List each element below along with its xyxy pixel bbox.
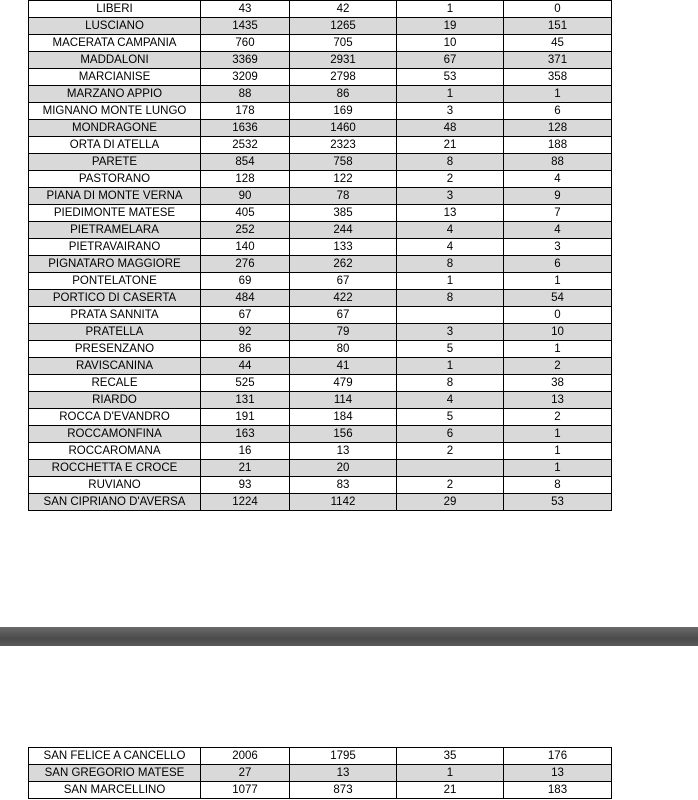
value-cell-3: 5 [397, 409, 504, 426]
table-row [29, 375, 612, 392]
table-row [29, 86, 612, 103]
value-cell-3: 29 [397, 494, 504, 511]
municipality-cell: PIETRAMELARA [29, 222, 201, 239]
table-row [29, 392, 612, 409]
municipality-cell: ROCCAROMANA [29, 443, 201, 460]
value-cell-1: 69 [201, 273, 290, 290]
value-cell-3: 1 [397, 358, 504, 375]
value-cell-3: 67 [397, 52, 504, 69]
value-cell-2: 67 [290, 307, 397, 324]
value-cell-3: 8 [397, 154, 504, 171]
table-row [29, 460, 612, 477]
municipality-cell: PRATELLA [29, 324, 201, 341]
municipality-cell: PASTORANO [29, 171, 201, 188]
municipality-cell: ORTA DI ATELLA [29, 137, 201, 154]
table-row [29, 341, 612, 358]
municipality-cell: SAN FELICE A CANCELLO [29, 748, 201, 765]
value-cell-1: 163 [201, 426, 290, 443]
value-cell-4: 9 [504, 188, 612, 205]
value-cell-3: 10 [397, 35, 504, 52]
value-cell-4: 54 [504, 290, 612, 307]
table-row [29, 443, 612, 460]
value-cell-4: 13 [504, 765, 612, 782]
value-cell-3: 2 [397, 171, 504, 188]
value-cell-4: 371 [504, 52, 612, 69]
value-cell-3: 13 [397, 205, 504, 222]
value-cell-3 [397, 460, 504, 477]
municipality-cell: RAVISCANINA [29, 358, 201, 375]
value-cell-4: 38 [504, 375, 612, 392]
value-cell-3: 3 [397, 188, 504, 205]
value-cell-2: 422 [290, 290, 397, 307]
value-cell-2: 479 [290, 375, 397, 392]
municipality-cell: LIBERI [29, 1, 201, 18]
table-body-bottom [29, 748, 612, 799]
table-row [29, 1, 612, 18]
value-cell-3: 53 [397, 69, 504, 86]
value-cell-2: 385 [290, 205, 397, 222]
municipality-cell: ROCCA D'EVANDRO [29, 409, 201, 426]
value-cell-2: 20 [290, 460, 397, 477]
table-row [29, 748, 612, 765]
value-cell-3: 3 [397, 103, 504, 120]
value-cell-4: 7 [504, 205, 612, 222]
municipality-cell: SAN MARCELLINO [29, 782, 201, 799]
municipality-cell: PIEDIMONTE MATESE [29, 205, 201, 222]
value-cell-1: 1435 [201, 18, 290, 35]
value-cell-1: 140 [201, 239, 290, 256]
value-cell-1: 276 [201, 256, 290, 273]
municipality-cell: PRATA SANNITA [29, 307, 201, 324]
value-cell-1: 252 [201, 222, 290, 239]
value-cell-4: 88 [504, 154, 612, 171]
table-row [29, 239, 612, 256]
table-row [29, 426, 612, 443]
municipality-cell: PIANA DI MONTE VERNA [29, 188, 201, 205]
municipality-cell: MIGNANO MONTE LUNGO [29, 103, 201, 120]
value-cell-4: 1 [504, 460, 612, 477]
value-cell-4: 1 [504, 341, 612, 358]
value-cell-2: 2798 [290, 69, 397, 86]
table-row [29, 765, 612, 782]
value-cell-3: 8 [397, 290, 504, 307]
value-cell-4: 6 [504, 103, 612, 120]
value-cell-2: 2323 [290, 137, 397, 154]
municipality-cell: MARCIANISE [29, 69, 201, 86]
value-cell-1: 1077 [201, 782, 290, 799]
municipality-cell: MACERATA CAMPANIA [29, 35, 201, 52]
value-cell-2: 83 [290, 477, 397, 494]
table-row [29, 409, 612, 426]
municipality-cell: PARETE [29, 154, 201, 171]
value-cell-1: 67 [201, 307, 290, 324]
municipality-cell: PRESENZANO [29, 341, 201, 358]
page-separator [0, 627, 698, 646]
value-cell-2: 1460 [290, 120, 397, 137]
value-cell-3: 4 [397, 392, 504, 409]
value-cell-2: 86 [290, 86, 397, 103]
value-cell-2: 2931 [290, 52, 397, 69]
value-cell-2: 1142 [290, 494, 397, 511]
municipality-cell: RECALE [29, 375, 201, 392]
value-cell-3: 19 [397, 18, 504, 35]
table-row [29, 307, 612, 324]
value-cell-4: 3 [504, 239, 612, 256]
table-row [29, 273, 612, 290]
value-cell-1: 21 [201, 460, 290, 477]
value-cell-1: 131 [201, 392, 290, 409]
value-cell-3: 1 [397, 765, 504, 782]
table-row [29, 256, 612, 273]
value-cell-3: 1 [397, 273, 504, 290]
value-cell-3: 3 [397, 324, 504, 341]
table-row [29, 290, 612, 307]
value-cell-1: 43 [201, 1, 290, 18]
value-cell-1: 760 [201, 35, 290, 52]
value-cell-3: 6 [397, 426, 504, 443]
value-cell-1: 128 [201, 171, 290, 188]
value-cell-2: 79 [290, 324, 397, 341]
value-cell-4: 6 [504, 256, 612, 273]
value-cell-1: 44 [201, 358, 290, 375]
municipality-cell: ROCCHETTA E CROCE [29, 460, 201, 477]
value-cell-1: 178 [201, 103, 290, 120]
value-cell-3: 1 [397, 1, 504, 18]
value-cell-4: 151 [504, 18, 612, 35]
value-cell-4: 0 [504, 1, 612, 18]
value-cell-3: 2 [397, 443, 504, 460]
value-cell-3: 35 [397, 748, 504, 765]
municipality-cell: RIARDO [29, 392, 201, 409]
value-cell-4: 4 [504, 222, 612, 239]
table-row [29, 137, 612, 154]
value-cell-3: 21 [397, 782, 504, 799]
value-cell-3: 2 [397, 477, 504, 494]
table-row [29, 494, 612, 511]
value-cell-4: 1 [504, 273, 612, 290]
value-cell-2: 169 [290, 103, 397, 120]
value-cell-4: 13 [504, 392, 612, 409]
value-cell-1: 93 [201, 477, 290, 494]
value-cell-1: 86 [201, 341, 290, 358]
value-cell-4: 53 [504, 494, 612, 511]
table-row [29, 358, 612, 375]
table-row [29, 154, 612, 171]
value-cell-2: 758 [290, 154, 397, 171]
value-cell-4: 358 [504, 69, 612, 86]
value-cell-2: 42 [290, 1, 397, 18]
value-cell-4: 188 [504, 137, 612, 154]
value-cell-1: 16 [201, 443, 290, 460]
value-cell-2: 244 [290, 222, 397, 239]
value-cell-2: 114 [290, 392, 397, 409]
table-row [29, 222, 612, 239]
value-cell-2: 705 [290, 35, 397, 52]
value-cell-2: 1265 [290, 18, 397, 35]
value-cell-2: 80 [290, 341, 397, 358]
table-row [29, 782, 612, 799]
value-cell-4: 128 [504, 120, 612, 137]
table-row [29, 35, 612, 52]
value-cell-2: 1795 [290, 748, 397, 765]
value-cell-2: 184 [290, 409, 397, 426]
value-cell-3: 4 [397, 222, 504, 239]
value-cell-4: 4 [504, 171, 612, 188]
municipality-cell: MARZANO APPIO [29, 86, 201, 103]
value-cell-3: 1 [397, 86, 504, 103]
value-cell-1: 191 [201, 409, 290, 426]
value-cell-4: 1 [504, 426, 612, 443]
municipality-cell: PORTICO DI CASERTA [29, 290, 201, 307]
value-cell-2: 133 [290, 239, 397, 256]
table-row [29, 205, 612, 222]
value-cell-1: 854 [201, 154, 290, 171]
value-cell-4: 183 [504, 782, 612, 799]
value-cell-1: 3369 [201, 52, 290, 69]
value-cell-2: 13 [290, 443, 397, 460]
value-cell-1: 1224 [201, 494, 290, 511]
value-cell-3: 8 [397, 375, 504, 392]
value-cell-4: 176 [504, 748, 612, 765]
value-cell-2: 156 [290, 426, 397, 443]
municipality-cell: MONDRAGONE [29, 120, 201, 137]
value-cell-1: 2532 [201, 137, 290, 154]
value-cell-3: 8 [397, 256, 504, 273]
value-cell-1: 27 [201, 765, 290, 782]
value-cell-4: 45 [504, 35, 612, 52]
table-row [29, 120, 612, 137]
value-cell-1: 484 [201, 290, 290, 307]
value-cell-4: 0 [504, 307, 612, 324]
table-row [29, 103, 612, 120]
municipality-table-top [28, 0, 612, 511]
table-row [29, 18, 612, 35]
value-cell-2: 67 [290, 273, 397, 290]
value-cell-2: 41 [290, 358, 397, 375]
municipality-cell: PIGNATARO MAGGIORE [29, 256, 201, 273]
value-cell-2: 873 [290, 782, 397, 799]
table-row [29, 171, 612, 188]
value-cell-4: 2 [504, 409, 612, 426]
value-cell-1: 3209 [201, 69, 290, 86]
table-row [29, 324, 612, 341]
value-cell-4: 2 [504, 358, 612, 375]
value-cell-2: 13 [290, 765, 397, 782]
value-cell-4: 1 [504, 443, 612, 460]
municipality-cell: SAN CIPRIANO D'AVERSA [29, 494, 201, 511]
value-cell-4: 8 [504, 477, 612, 494]
municipality-cell: PONTELATONE [29, 273, 201, 290]
municipality-cell: SAN GREGORIO MATESE [29, 765, 201, 782]
value-cell-3: 48 [397, 120, 504, 137]
value-cell-1: 405 [201, 205, 290, 222]
table-row [29, 52, 612, 69]
value-cell-4: 10 [504, 324, 612, 341]
municipality-table-bottom [28, 747, 612, 799]
table-body-top [29, 1, 612, 511]
table-row [29, 69, 612, 86]
municipality-cell: MADDALONI [29, 52, 201, 69]
value-cell-2: 78 [290, 188, 397, 205]
municipality-cell: ROCCAMONFINA [29, 426, 201, 443]
value-cell-1: 1636 [201, 120, 290, 137]
value-cell-3: 5 [397, 341, 504, 358]
value-cell-1: 88 [201, 86, 290, 103]
value-cell-4: 1 [504, 86, 612, 103]
value-cell-3 [397, 307, 504, 324]
table-row [29, 477, 612, 494]
value-cell-3: 4 [397, 239, 504, 256]
value-cell-1: 525 [201, 375, 290, 392]
value-cell-1: 92 [201, 324, 290, 341]
value-cell-1: 90 [201, 188, 290, 205]
municipality-cell: RUVIANO [29, 477, 201, 494]
value-cell-1: 2006 [201, 748, 290, 765]
municipality-cell: LUSCIANO [29, 18, 201, 35]
value-cell-2: 122 [290, 171, 397, 188]
municipality-cell: PIETRAVAIRANO [29, 239, 201, 256]
value-cell-2: 262 [290, 256, 397, 273]
table-row [29, 188, 612, 205]
value-cell-3: 21 [397, 137, 504, 154]
